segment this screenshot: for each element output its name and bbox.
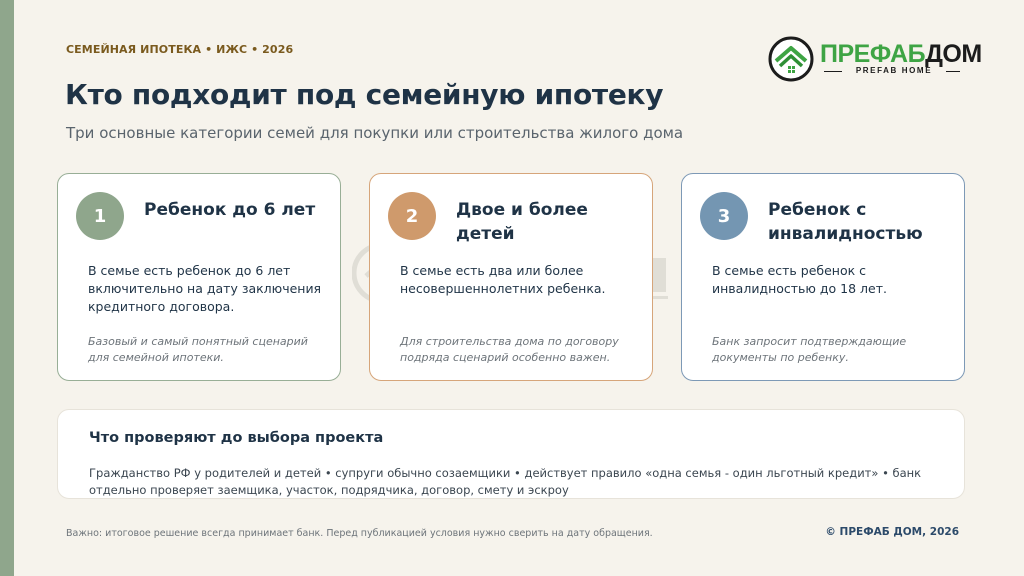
panel-text: Гражданство РФ у родителей и детей • супруги обычно созаемщики • действует правило «одна семья - один льготный кредит» • банк отдельно проверяет заемщика, участок, подрядчика, договор, смету и эскроу [89, 466, 922, 497]
logo-word-green: ПРЕФАБ [820, 40, 926, 68]
checks-panel [57, 409, 965, 499]
card-number-badge: 3 [700, 192, 748, 240]
card-number-badge: 2 [388, 192, 436, 240]
category-card-two-or-more-children [369, 173, 653, 381]
footer-copyright: © ПРЕФАБ ДОМ, 2026 [825, 526, 959, 538]
card-title: Ребенок до 6 лет [144, 200, 316, 220]
logo-tagline-rule-right [946, 71, 960, 72]
brand-logo [768, 36, 982, 84]
card-description: В семье есть два или более несовершеннолетних ребенка. [400, 263, 606, 296]
card-note: Для строительства дома по договору подряда сценарий особенно важен. [400, 335, 619, 364]
card-description: В семье есть ребенок с инвалидностью до 18 лет. [712, 263, 887, 296]
card-number-badge: 1 [76, 192, 124, 240]
category-card-child-with-disability [681, 173, 965, 381]
card-title: Ребенок с инвалидностью [768, 200, 923, 244]
logo-tagline: PREFAB HOME [855, 66, 933, 75]
panel-title: Что проверяют до выбора проекта [89, 430, 384, 446]
logo-wordmark [820, 40, 982, 68]
footer-disclaimer: Важно: итоговое решение всегда принимает банк. Перед публикацией условия нужно сверить на дату обращения. [66, 528, 653, 539]
card-note: Базовый и самый понятный сценарий для семейной ипотеки. [88, 335, 308, 364]
page-subtitle: Три основные категории семей для покупки или строительства жилого дома [66, 124, 684, 142]
page-title: Кто подходит под семейную ипотеку [65, 78, 664, 111]
card-note: Банк запросит подтверждающие документы по ребенку. [712, 335, 907, 364]
eyebrow-label: СЕМЕЙНАЯ ИПОТЕКА • ИЖС • 2026 [66, 43, 294, 56]
card-description: В семье есть ребенок до 6 лет включительно на дату заключения кредитного договора. [88, 263, 322, 314]
category-card-child-under-6 [57, 173, 341, 381]
logo-word-dark: ДОМ [925, 40, 982, 68]
card-title: Двое и более детей [456, 200, 588, 244]
left-accent-stripe [0, 0, 14, 576]
house-logo-icon [768, 36, 814, 82]
